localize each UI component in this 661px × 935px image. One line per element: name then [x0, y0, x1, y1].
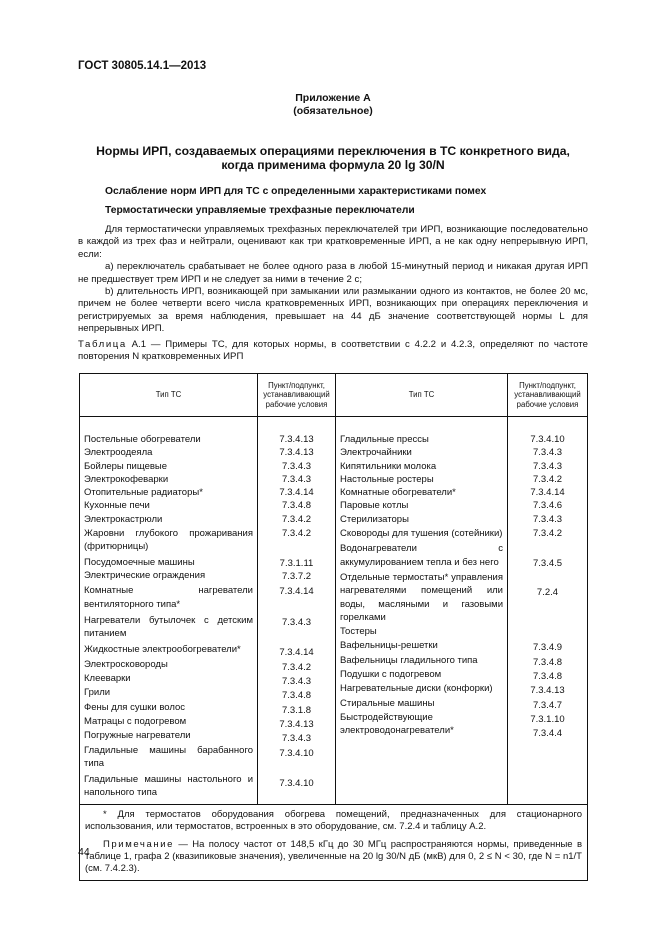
left-item-name: Грили [84, 687, 111, 699]
right-item-name: Гладильные прессы [340, 434, 429, 445]
right-item-clause: 7.3.4.14 [530, 487, 565, 499]
right-item-name: Стиральные машины [340, 697, 435, 709]
right-item-clause: 7.3.4.2 [532, 473, 563, 485]
right-item-name: Сковороды для тушения (сотейники) [340, 528, 503, 540]
document-header: ГОСТ 30805.14.1—2013 [78, 60, 207, 72]
right-item-clause: 7.3.4.7 [532, 699, 563, 711]
left-item-clause: 7.3.4.3 [281, 473, 312, 485]
left-item-clause: 7.3.4.13 [279, 718, 314, 730]
right-item-clause: 7.2.4 [536, 587, 559, 599]
left-item-clause: 7.3.4.3 [281, 616, 312, 628]
section-heading: Ослабление норм ИРП для ТС с определенными характеристиками помех [105, 186, 487, 197]
left-item-name: Жаровни глубокого прожаривания (фритюрницы) [84, 528, 253, 553]
appendix-label: Приложение А [295, 92, 371, 104]
left-item-clause: 7.3.4.13 [279, 447, 314, 459]
right-item-name: Электрочайники [340, 447, 412, 459]
left-item-clause: 7.3.4.13 [279, 434, 314, 445]
left-item-name: Бойлеры пищевые [84, 460, 168, 472]
right-item-name: Настольные ростеры [340, 473, 434, 485]
note-text: — На полосу частот от 148,5 кГц до 30 МГц распространяются нормы, приведенные в таблице 1, графа 2 (квазипиковые значения), увеличенные на 20 lg 30/N дБ (мкВ) для 0, 2 ≤ N < 30, где N = n1/T (см. 7.4.2.3). [85, 838, 582, 875]
left-item-clause: 7.3.4.2 [281, 513, 312, 525]
title-line-2: когда применима формула 20 lg 30/N [221, 158, 445, 172]
right-item-name: Кипятильники молока [340, 460, 437, 472]
paragraph-b: b) длительность ИРП, возникающей при замыкании или размыкании одного из контактов, не более 20 мс, причем не более четверти всего числа кратковременных ИРП, возникающих при операциях переключения и регистрируемых за время наблюдения, превышает на 44 дБ значение соответствующей нормы L для непрерывных ИРП. [78, 286, 588, 335]
right-clause-column [508, 417, 588, 805]
left-item-name: Постельные обогреватели [84, 434, 201, 445]
left-item-name: Матрацы с подогревом [84, 715, 187, 727]
left-item-clause: 7.3.4.10 [279, 747, 314, 759]
left-item-clause: 7.3.4.8 [281, 690, 312, 702]
header-clause-left: Пункт/подпункт, устанавливающий рабочие условия [258, 374, 336, 417]
right-item-clause: 7.3.4.8 [532, 656, 563, 668]
right-item-clause: 7.3.4.3 [532, 513, 563, 525]
left-item-clause: 7.3.4.14 [279, 487, 314, 499]
page-number: 44 [78, 846, 90, 858]
table-footer-row [80, 804, 588, 880]
left-item-name: Электрические ограждения [84, 569, 206, 581]
table-footnote: * Для термостатов оборудования обогрева помещений, предназначенных для стационарного использования, или термостатов, встроенных в это оборудование, см. 7.2.4 и таблицу А.2. [85, 808, 582, 833]
appendix-status: (обязательное) [293, 105, 373, 117]
right-item-clause: 7.3.4.2 [532, 528, 563, 540]
right-item-clause: 7.3.4.8 [532, 671, 563, 683]
left-item-clause: 7.3.4.2 [281, 661, 312, 673]
left-item-name: Фены для сушки волос [84, 701, 186, 713]
left-item-name: Электрокофеварки [84, 473, 169, 485]
table-notes [80, 804, 588, 880]
left-type-column [80, 417, 258, 805]
left-item-name: Гладильные машины барабанного типа [84, 744, 253, 769]
right-item-clause: 7.3.4.5 [532, 557, 563, 569]
left-item-name: Электросковороды [84, 658, 168, 670]
left-item-name: Электрокастрюли [84, 513, 163, 525]
table-body-row [80, 417, 588, 805]
table-note [85, 839, 582, 876]
left-item-name: Посудомоечные машины [84, 556, 195, 568]
left-item-name: Комнатные нагреватели вентиляторного типа* [84, 585, 253, 610]
table-header-row [80, 374, 588, 417]
right-item-name: Быстродействующие электроводонагреватели* [340, 711, 454, 737]
left-item-name: Отопительные радиаторы* [84, 487, 203, 499]
paragraph-a: a) переключатель срабатывает не более одного раза в любой 15-минутный период и никакая другая ИРП не предшествует трем ИРП и не следует за ними в течение 2 с; [78, 261, 588, 285]
left-item-name: Жидкостные электрообогреватели* [84, 644, 241, 656]
section-subheading: Термостатически управляемые трехфазные переключатели [105, 205, 415, 216]
right-item-clause: 7.3.1.10 [530, 713, 565, 725]
examples-table [79, 373, 588, 881]
right-item-name: Паровые котлы [340, 500, 409, 512]
left-clause-column [258, 417, 336, 805]
right-item-clause: 7.3.4.3 [532, 460, 563, 472]
right-item-name: Отдельные термостаты* управления нагревателями помещений или воды, масляными и газовыми горелками [340, 571, 503, 623]
right-item-clause: 7.3.4.10 [530, 434, 565, 445]
left-item-name: Гладильные машины настольного и напольного типа [84, 774, 253, 799]
left-item-clause: 7.3.4.3 [281, 460, 312, 472]
header-type-left: Тип ТС [80, 374, 258, 417]
paragraph-intro: Для термостатически управляемых трехфазных переключателей три ИРП, возникающие последовательно в каждой из трех фаз и нейтрали, оценивают как три кратковременные ИРП, а не как одну непрерывную ИРП, если: [78, 224, 588, 260]
right-item-clause: 7.3.4.6 [532, 500, 563, 512]
left-item-clause: 7.3.4.2 [281, 528, 312, 540]
left-item-clause: 7.3.4.8 [281, 500, 312, 512]
right-item-clause: 7.3.4.3 [532, 447, 563, 459]
header-type-right: Тип ТС [336, 374, 508, 417]
left-item-clause: 7.3.4.10 [279, 778, 314, 790]
right-item-name: Вафельницы-решетки [340, 640, 438, 652]
right-item-name: Подушки с подогревом [340, 669, 442, 681]
right-type-column [336, 417, 508, 805]
table-caption [78, 339, 588, 364]
left-item-clause: 7.3.7.2 [281, 570, 312, 582]
body-text [78, 224, 588, 336]
left-item-clause: 7.3.4.3 [281, 676, 312, 688]
table-caption-text: А.1 — Примеры ТС, для которых нормы, в соответствии с 4.2.2 и 4.2.3, определяют по частоте повторения N кратковременных ИРП [78, 339, 588, 363]
right-item-clause: 7.3.4.13 [530, 685, 565, 697]
right-item-clause: 7.3.4.9 [532, 642, 563, 654]
left-item-name: Клееварки [84, 673, 131, 685]
left-item-clause: 7.3.4.3 [281, 733, 312, 745]
left-item-name: Погружные нагреватели [84, 730, 191, 742]
note-label: Примечание [103, 838, 174, 850]
right-item-name: Стерилизаторы [340, 513, 409, 525]
left-item-name: Нагреватели бутылочек с детским питанием [84, 614, 253, 640]
left-item-clause: 7.3.1.8 [281, 704, 312, 716]
right-item-clause: 7.3.4.4 [532, 728, 563, 740]
title-line-1: Нормы ИРП, создаваемых операциями переключения в ТС конкретного вида, [96, 144, 570, 158]
right-item-name: Водонагреватели с аккумулированием тепла и без него [340, 543, 503, 568]
left-item-clause: 7.3.1.11 [279, 557, 314, 569]
left-item-name: Кухонные печи [84, 500, 150, 512]
left-item-clause: 7.3.4.14 [279, 586, 314, 598]
right-item-name: Тостеры [340, 626, 377, 638]
left-item-name: Электроодеяла [84, 447, 153, 459]
left-item-clause: 7.3.4.14 [279, 647, 314, 659]
header-clause-right: Пункт/подпункт, устанавливающий рабочие условия [508, 374, 588, 417]
table-caption-label: Таблица [78, 339, 127, 350]
right-item-name: Нагревательные диски (конфорки) [340, 683, 493, 695]
right-item-name: Комнатные обогреватели* [340, 487, 456, 499]
right-item-name: Вафельницы гладильного типа [340, 654, 478, 666]
